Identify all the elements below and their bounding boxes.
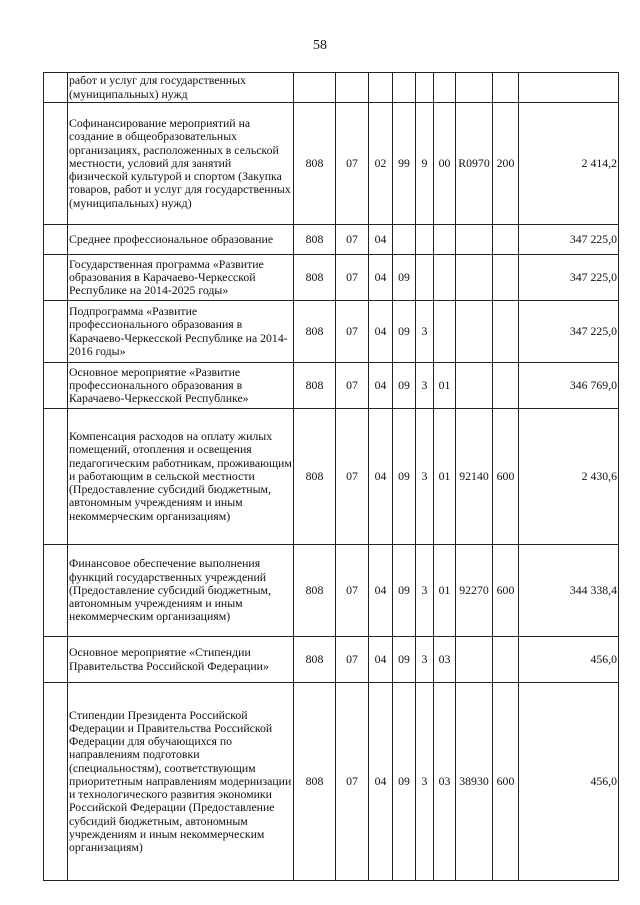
expense-direction-cell: 92140: [456, 409, 493, 545]
section-code-cell: 07: [336, 225, 369, 255]
expense-direction-cell: [456, 637, 493, 683]
main-activity-code-cell: [434, 301, 456, 363]
expense-direction-cell: [456, 363, 493, 409]
item-name-cell: Основное мероприятие «Стипендии Правительства Российской Федерации»: [68, 637, 294, 683]
table-row: [44, 73, 619, 103]
program-code-cell: 09: [393, 545, 416, 637]
department-code-cell: 808: [294, 683, 336, 881]
subsection-code-cell: 04: [369, 637, 393, 683]
table-row: [44, 683, 619, 881]
expense-direction-cell: R0970: [456, 103, 493, 225]
subsection-code-cell: [369, 73, 393, 103]
amount-cell: 347 225,0: [519, 225, 619, 255]
main-activity-code-cell: 03: [434, 637, 456, 683]
expense-type-cell: [493, 73, 519, 103]
subsection-code-cell: 04: [369, 255, 393, 301]
section-code-cell: 07: [336, 409, 369, 545]
department-code-cell: 808: [294, 255, 336, 301]
subsection-code-cell: 04: [369, 363, 393, 409]
subsection-code-cell: 04: [369, 683, 393, 881]
table-row: [44, 363, 619, 409]
section-code-cell: 07: [336, 363, 369, 409]
subprogram-code-cell: 3: [416, 363, 434, 409]
subsection-code-cell: 04: [369, 545, 393, 637]
program-code-cell: [393, 225, 416, 255]
item-name-cell: Государственная программа «Развитие образования в Карачаево-Черкесской Республике на 2014-2025 годы»: [68, 255, 294, 301]
item-name-cell: Основное мероприятие «Развитие профессионального образования в Карачаево-Черкесской Республике»: [68, 363, 294, 409]
item-name-cell: Стипендии Президента Российской Федерации и Правительства Российской Федерации для обучающихся по направлениям подготовки (специальностям), соответствующим приоритетным направлениям модернизации и технологического развития экономики Российской Федерации (Предоставление субсидий бюджетным, автономным учреждениям и иным некоммерческим организациям): [68, 683, 294, 881]
subsection-code-cell: 04: [369, 409, 393, 545]
item-name-cell: Компенсация расходов на оплату жилых помещений, отопления и освещения педагогическим работникам, проживающим и работающим в сельской местности (Предоставление субсидий бюджетным, автономным учреждениям и иным некоммерческим организациям): [68, 409, 294, 545]
subprogram-code-cell: 3: [416, 637, 434, 683]
expense-type-cell: [493, 363, 519, 409]
expense-direction-cell: [456, 225, 493, 255]
row-marker-cell: [44, 409, 68, 545]
amount-cell: 2 430,6: [519, 409, 619, 545]
subprogram-code-cell: 3: [416, 683, 434, 881]
section-code-cell: 07: [336, 637, 369, 683]
row-marker-cell: [44, 225, 68, 255]
amount-cell: 456,0: [519, 637, 619, 683]
item-name-cell: Софинансирование мероприятий на создание в общеобразовательных организациях, расположенных в сельской местности, условий для занятий физической культурой и спортом (Закупка товаров, работ и услуг для государственных (муниципальных) нужд): [68, 103, 294, 225]
main-activity-code-cell: 00: [434, 103, 456, 225]
subsection-code-cell: 04: [369, 225, 393, 255]
main-activity-code-cell: [434, 73, 456, 103]
amount-cell: 346 769,0: [519, 363, 619, 409]
program-code-cell: 09: [393, 637, 416, 683]
subprogram-code-cell: 3: [416, 409, 434, 545]
section-code-cell: 07: [336, 545, 369, 637]
department-code-cell: 808: [294, 545, 336, 637]
department-code-cell: [294, 73, 336, 103]
row-marker-cell: [44, 103, 68, 225]
subprogram-code-cell: 9: [416, 103, 434, 225]
subprogram-code-cell: [416, 255, 434, 301]
department-code-cell: 808: [294, 409, 336, 545]
item-name-cell: Среднее профессиональное образование: [68, 225, 294, 255]
department-code-cell: 808: [294, 301, 336, 363]
subprogram-code-cell: [416, 73, 434, 103]
expense-direction-cell: [456, 255, 493, 301]
amount-cell: 2 414,2: [519, 103, 619, 225]
table-row: [44, 255, 619, 301]
program-code-cell: 99: [393, 103, 416, 225]
expense-type-cell: [493, 225, 519, 255]
main-activity-code-cell: 01: [434, 545, 456, 637]
row-marker-cell: [44, 545, 68, 637]
row-marker-cell: [44, 73, 68, 103]
expense-type-cell: 600: [493, 683, 519, 881]
section-code-cell: 07: [336, 255, 369, 301]
expense-type-cell: [493, 301, 519, 363]
expense-direction-cell: 92270: [456, 545, 493, 637]
section-code-cell: 07: [336, 301, 369, 363]
row-marker-cell: [44, 683, 68, 881]
page-number: 58: [313, 38, 327, 53]
table-row: [44, 301, 619, 363]
program-code-cell: 09: [393, 255, 416, 301]
item-name-cell: Подпрограмма «Развитие профессионального образования в Карачаево-Черкесской Республике на 2014-2016 годы»: [68, 301, 294, 363]
program-code-cell: 09: [393, 363, 416, 409]
table-row: [44, 225, 619, 255]
main-activity-code-cell: 01: [434, 409, 456, 545]
table-row: [44, 545, 619, 637]
table-row: [44, 103, 619, 225]
expense-direction-cell: 38930: [456, 683, 493, 881]
expense-direction-cell: [456, 301, 493, 363]
amount-cell: 456,0: [519, 683, 619, 881]
amount-cell: 347 225,0: [519, 255, 619, 301]
department-code-cell: 808: [294, 637, 336, 683]
program-code-cell: 09: [393, 409, 416, 545]
expense-type-cell: [493, 255, 519, 301]
row-marker-cell: [44, 301, 68, 363]
section-code-cell: [336, 73, 369, 103]
department-code-cell: 808: [294, 103, 336, 225]
row-marker-cell: [44, 637, 68, 683]
budget-table: [43, 72, 619, 881]
table-row: [44, 409, 619, 545]
amount-cell: 344 338,4: [519, 545, 619, 637]
subprogram-code-cell: [416, 225, 434, 255]
subsection-code-cell: 04: [369, 301, 393, 363]
subprogram-code-cell: 3: [416, 301, 434, 363]
amount-cell: 347 225,0: [519, 301, 619, 363]
subsection-code-cell: 02: [369, 103, 393, 225]
main-activity-code-cell: [434, 255, 456, 301]
item-name-cell: работ и услуг для государственных (муниципальных) нужд: [68, 73, 294, 103]
row-marker-cell: [44, 255, 68, 301]
expense-type-cell: [493, 637, 519, 683]
item-name-cell: Финансовое обеспечение выполнения функций государственных учреждений (Предоставление субсидий бюджетным, автономным учреждениям и иным некоммерческим организациям): [68, 545, 294, 637]
department-code-cell: 808: [294, 363, 336, 409]
main-activity-code-cell: [434, 225, 456, 255]
amount-cell: [519, 73, 619, 103]
main-activity-code-cell: 03: [434, 683, 456, 881]
program-code-cell: [393, 73, 416, 103]
subprogram-code-cell: 3: [416, 545, 434, 637]
table-row: [44, 637, 619, 683]
expense-direction-cell: [456, 73, 493, 103]
row-marker-cell: [44, 363, 68, 409]
department-code-cell: 808: [294, 225, 336, 255]
expense-type-cell: 200: [493, 103, 519, 225]
expense-type-cell: 600: [493, 545, 519, 637]
section-code-cell: 07: [336, 683, 369, 881]
program-code-cell: 09: [393, 683, 416, 881]
section-code-cell: 07: [336, 103, 369, 225]
program-code-cell: 09: [393, 301, 416, 363]
main-activity-code-cell: 01: [434, 363, 456, 409]
expense-type-cell: 600: [493, 409, 519, 545]
